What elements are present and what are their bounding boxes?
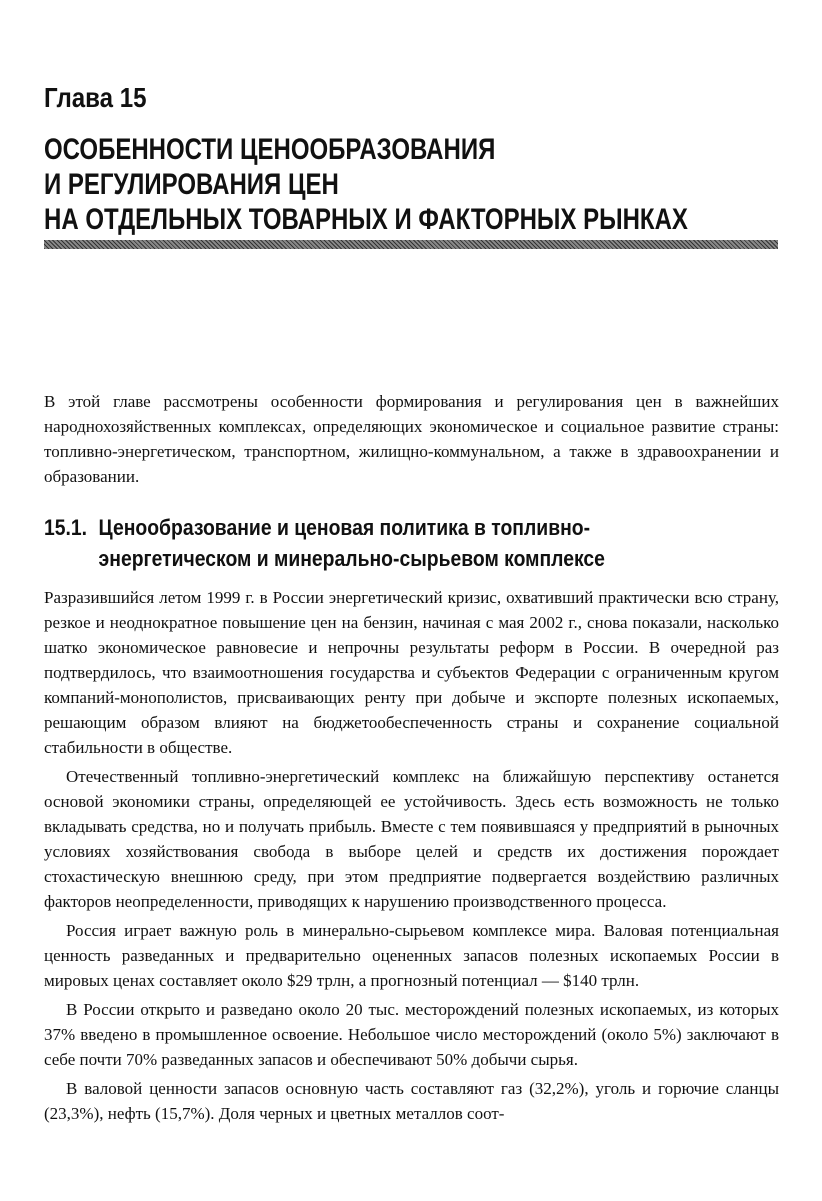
chapter-title-line: НА ОТДЕЛЬНЫХ ТОВАРНЫХ И ФАКТОРНЫХ РЫНКАХ <box>44 203 688 236</box>
paragraph: В России открыто и разведано около 20 тыс. месторождений полезных ископаемых, из которых 37% введено в промышленное освоение. Небольшое число месторождений (около 5%) заключают в себе почти 70% разведанных запасов и обеспечивают 50% добычи сырья. <box>44 1000 779 1069</box>
section-body <box>44 585 779 1126</box>
chapter-intro: В этой главе рассмотрены особенности формирования и регулирования цен в важнейших народнохозяйственных комплексах, определяющих экономическое и социальное развитие страны: топливно-энергетическом, транспортном, жилищно-коммунальном, а также в здравоохранении и образовании. <box>44 392 779 486</box>
title-divider <box>44 240 778 249</box>
chapter-label: Глава 15 <box>44 82 147 113</box>
paragraph: Разразившийся летом 1999 г. в России энергетический кризис, охвативший практически всю страну, резкое и неоднократное повышение цен на бензин, начиная с мая 2002 г., снова показали, насколько шатко экономическое равновесие и непрочны результаты реформ в России. В очередной раз подтвердилось, что взаимоотношения государства и субъектов Федерации с ограниченным кругом компаний-монополистов, присваивающих ренту при добыче и экспорте полезных ископаемых, решающим образом влияют на бюджетообеспеченность страны и сохранение социальной стабильности в обществе. <box>44 588 779 757</box>
paragraph: В валовой ценности запасов основную часть составляют газ (32,2%), уголь и горючие сланцы (23,3%), нефть (15,7%). Доля черных и цветных металлов соот- <box>44 1079 779 1123</box>
section-title-line: энергетическом и минерально-сырьевом комплексе <box>98 546 605 571</box>
section-number: 15.1. <box>44 515 88 540</box>
chapter-title <box>44 132 764 237</box>
chapter-title-line: ОСОБЕННОСТИ ЦЕНООБРАЗОВАНИЯ <box>44 133 496 166</box>
paragraph: Отечественный топливно-энергетический комплекс на ближайшую перспективу останется основой экономики страны, определяющей ее устойчивость. Здесь есть возможность не только вкладывать средства, но и получать прибыль. Вместе с тем появившаяся у предприятий в рыночных условиях хозяйствования свобода в выборе целей и средств их достижения порождает стохастическую внешнюю среду, при этом предприятие подвергается воздействию различных факторов неопределенности, приводящих к нарушению производственного процесса. <box>44 767 779 911</box>
paragraph: Россия играет важную роль в минерально-сырьевом комплексе мира. Валовая потенциальная ценность разведанных и предварительно оцененных запасов полезных ископаемых России в мировых ценах составляет около $29 трлн, а прогнозный потенциал — $140 трлн. <box>44 921 779 990</box>
chapter-title-line: И РЕГУЛИРОВАНИЯ ЦЕН <box>44 168 339 201</box>
section-heading <box>44 512 822 574</box>
section-title-line: Ценообразование и ценовая политика в топливно- <box>98 515 591 540</box>
